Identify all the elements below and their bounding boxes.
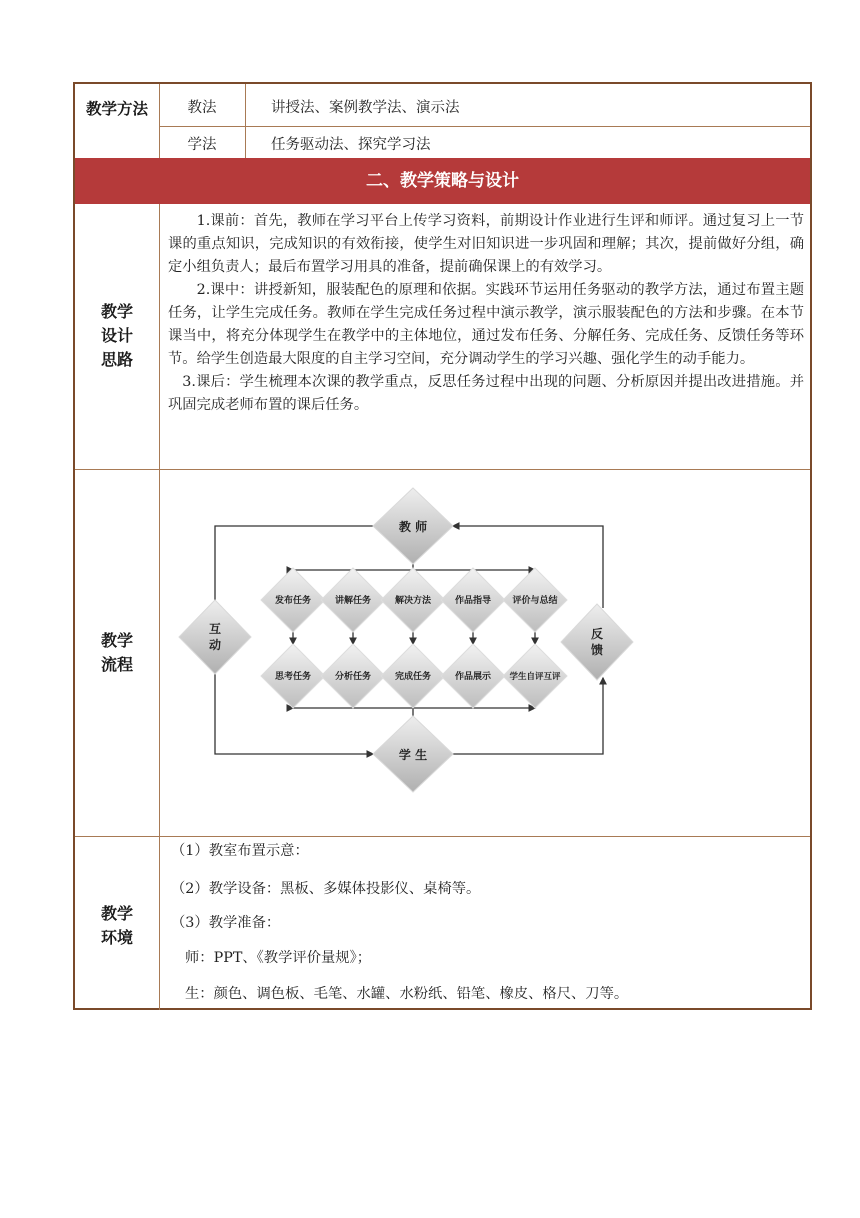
environment-label [75, 902, 159, 950]
divider [75, 469, 810, 470]
bottom-step-node-text: 思考任务 [274, 672, 312, 682]
divider [159, 204, 160, 1010]
teaching-flow-diagram [175, 482, 675, 822]
top-step-node-text: 作品指导 [454, 596, 492, 606]
design-paragraph: 3.课后：学生梳理本次课的教学重点，反思任务过程中出现的问题、分析原因并提出改进措施。并巩固完成老师布置的课后任务。 [168, 374, 804, 413]
label-line: 教学 [100, 631, 133, 650]
top-step-node [321, 568, 385, 632]
environment-item: （1）教室布置示意： [171, 843, 309, 859]
design-paragraphs [168, 210, 804, 417]
top-step-node-text: 评价与总结 [512, 596, 558, 606]
section-banner: 二、教学策略与设计 [75, 158, 810, 204]
interact-text-2: 动 [208, 638, 222, 652]
interact-node [179, 600, 251, 674]
lesson-table [73, 82, 812, 1010]
label-line: 思路 [100, 350, 133, 369]
environment-item: （3）教学准备： [171, 915, 281, 931]
design-paragraph: 1.课前：首先，教师在学习平台上传学习资料，前期设计作业进行生评和师评。通过复习上一节课的重点知识，完成知识的有效衔接，使学生对旧知识进一步巩固和理解；其次，提前做好分组，确定小组负责人；最后布置学习用具的准备，提前确保课上的有效学习。 [168, 213, 804, 275]
methods-label: 教学方法 [85, 100, 148, 118]
label-line: 教学 [100, 904, 133, 923]
top-step-node [381, 568, 445, 632]
feedback-node [561, 604, 633, 680]
bottom-step-node [503, 644, 567, 708]
design-paragraph: 2.课中：讲授新知，服装配色的原理和依据。实践环节运用任务驱动的教学方法，通过布置主题任务，让学生完成任务。教师在学生完成任务过程中演示教学，演示服装配色的方法和步骤。在本节课当中，将充分体现学生在教学中的主体地位，通过发布任务、分解任务、完成任务、反馈任务等环节。给学生创造最大限度的自主学习空间，充分调动学生的学习兴趣、强化学生的动手能力。 [168, 282, 804, 367]
teacher-node [373, 488, 453, 564]
label-line: 教学 [100, 302, 133, 321]
top-step-node [441, 568, 505, 632]
top-step-node-text: 讲解任务 [334, 596, 372, 606]
bottom-step-node-text: 分析任务 [334, 672, 372, 682]
feedback-text-2: 馈 [590, 643, 604, 657]
interact-text-1: 互 [208, 622, 222, 636]
label-line: 流程 [100, 655, 133, 674]
bottom-step-node [381, 644, 445, 708]
method-name: 教法 [187, 100, 217, 116]
divider [159, 126, 810, 127]
bottom-step-node-text: 学生自评互评 [509, 672, 561, 682]
bottom-step-node [261, 644, 325, 708]
teacher-text: 教 师 [398, 520, 428, 534]
label-line: 设计 [100, 326, 133, 345]
feedback-text-1: 反 [590, 627, 604, 641]
flow-label [75, 629, 159, 677]
method-value: 任务驱动法、探究学习法 [271, 137, 431, 153]
bottom-step-node-text: 作品展示 [454, 672, 492, 682]
environment-label-text [75, 902, 159, 950]
top-step-node [261, 568, 325, 632]
design-label-text [75, 300, 159, 372]
method-value: 讲授法、案例教学法、演示法 [271, 100, 460, 116]
bottom-step-node-text: 完成任务 [394, 672, 432, 682]
bottom-step-node [321, 644, 385, 708]
environment-item: 师：PPT、《教学评价量规》； [185, 950, 372, 966]
divider [245, 84, 246, 158]
divider [75, 836, 810, 837]
label-line: 环境 [100, 928, 133, 947]
top-step-node [503, 568, 567, 632]
environment-item: 生：颜色、调色板、毛笔、水罐、水粉纸、铅笔、橡皮、格尺、刀等。 [185, 986, 629, 1002]
top-step-node-text: 解决方法 [394, 596, 432, 606]
environment-item: （2）教学设备：黑板、多媒体投影仪、桌椅等。 [171, 881, 481, 897]
bottom-step-node [441, 644, 505, 708]
flow-label-text [75, 629, 159, 677]
design-label [75, 300, 159, 372]
student-text: 学 生 [398, 748, 428, 762]
method-name: 学法 [187, 137, 217, 153]
top-step-node-text: 发布任务 [274, 596, 312, 606]
student-node [373, 716, 453, 792]
